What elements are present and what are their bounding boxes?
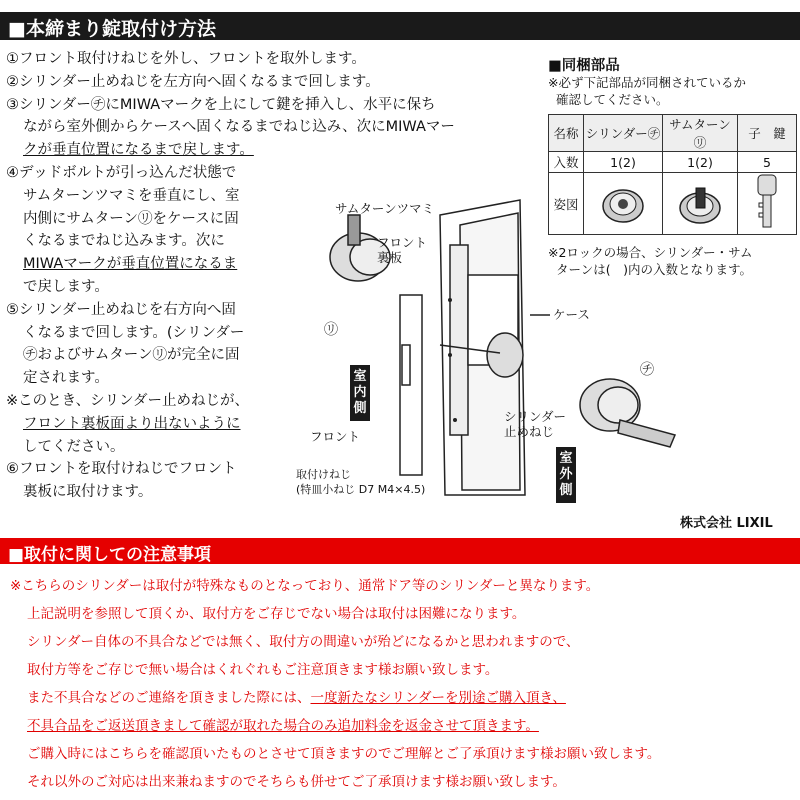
note-line: 不具合品をご返送頂きまして確認が取れた場合のみ追加料金を返金させて頂きます。: [27, 718, 539, 734]
step-line: 裏板に取付けます。: [23, 484, 153, 501]
brand-name: 株式会社 LIXIL: [680, 516, 773, 531]
step-line: MIWAマークが垂直位置になるま: [23, 256, 238, 273]
parts-qty-label: 入数: [549, 152, 584, 173]
label-outdoor: 室外側: [556, 447, 576, 503]
label-thumbturn-knob: サムターンツマミ: [335, 201, 435, 216]
step-line: フロント裏板面より出ないように: [23, 415, 241, 432]
parts-header-key: 子 鍵: [738, 115, 797, 152]
parts-qty-cylinder: 1(2): [584, 152, 663, 173]
step-line: ㋠およびサムターン㋷が完全に固: [23, 347, 240, 364]
step-line: で戻します。: [23, 278, 109, 295]
label-front-back-plate: フロント 裏板: [377, 235, 428, 265]
step-line: サムターンツマミを垂直にし、室: [23, 187, 240, 204]
lock-diagram: [290, 195, 800, 505]
section-header-notes: [0, 538, 800, 564]
step-line: ③シリンダー㋠にMIWAマークを上にして鍵を挿入し、水平に保ち: [6, 96, 436, 113]
note-line: ご購入時にはこちらを確認頂いたものとさせて頂きますのでご理解とご了承頂けます様お願い致します。: [27, 746, 661, 762]
step-line: してください。: [23, 438, 125, 455]
step-line: ②シリンダー止めねじを左方向へ固くなるまで回します。: [6, 73, 380, 90]
note-line: [10, 684, 790, 712]
step-line: クが垂直位置になるまで戻します。: [23, 142, 254, 159]
parts-header-cylinder: シリンダー㋠: [584, 115, 663, 152]
step-line: ⑤シリンダー止めねじを右方向へ固: [6, 301, 236, 318]
parts-shape-label: 姿図: [549, 173, 584, 235]
parts-header-thumbturn: サムターン㋷: [663, 115, 738, 152]
notes-title: ■取付に関しての注意事項: [8, 545, 212, 565]
note-line: ※こちらのシリンダーは取付が特殊なものとなっており、通常ドア等のシリンダーと異なります。: [10, 578, 600, 594]
notes-list: [10, 572, 790, 796]
note-line: それ以外のご対応は出来兼ねますのでそちらも併せてご了承頂けます様お願い致します。: [27, 774, 566, 790]
step-line: ※このとき、シリンダー止めねじが、: [6, 392, 249, 409]
label-cylinder-screw: シリンダー 止めねじ: [504, 409, 567, 439]
parts-title: ■同梱部品: [548, 58, 620, 74]
step-line: 内側にサムターン㋷をケースに固: [23, 210, 239, 227]
label-thumbturn-mark: ㋷: [324, 322, 338, 338]
lock-installation-illustration: [290, 195, 800, 505]
parts-note: ※必ず下記部品が同梱されているか 確認してください。: [548, 75, 746, 107]
step-line: ながら室外側からケースへ固くなるまでねじ込み、次にMIWAマー: [23, 119, 455, 136]
note-line: 上記説明を参照して頂くか、取付方をご存じでない場合は取付は困難になります。: [27, 606, 526, 622]
note-underlined-text: 一度新たなシリンダーを別途ご購入頂き、: [310, 690, 566, 706]
step-line: くなるまでねじ込みます。次に: [23, 233, 225, 250]
parts-qty-key: 5: [738, 152, 797, 173]
section-title: ■本締まり錠取付け方法: [8, 18, 216, 40]
note-line: 取付方等をご存じで無い場合はくれぐれもご注意頂きます様お願い致します。: [27, 662, 499, 678]
note-text: また不具合などのご連絡を頂きました際には、: [27, 690, 311, 706]
section-header-installation: [0, 12, 800, 40]
step-line: ①フロント取付けねじを外し、フロントを取外します。: [6, 51, 366, 67]
step-line: くなるまで回します。(シリンダー: [23, 324, 245, 341]
label-cylinder-mark: ㋠: [640, 362, 654, 378]
step-line: ⑥フロントを取付けねじでフロント: [6, 461, 237, 478]
label-indoor: 室内側: [350, 365, 370, 421]
note-line: シリンダー自体の不具合などでは無く、取付方の間違いが殆どになるかと思われますので、: [27, 634, 580, 650]
parts-header-name: 名称: [549, 115, 584, 152]
step-line: 定されます。: [23, 370, 109, 387]
label-case: ケース: [553, 307, 590, 322]
parts-footnote: ※2ロックの場合、シリンダー・サム ターンは( )内の入数となります。: [548, 245, 753, 277]
label-front: フロント: [310, 429, 361, 444]
step-line: ④デッドボルトが引っ込んだ状態で: [6, 164, 237, 181]
label-mount-screw: 取付けねじ (特皿小ねじ D7 M4×4.5): [296, 468, 426, 496]
parts-qty-thumbturn: 1(2): [663, 152, 738, 173]
